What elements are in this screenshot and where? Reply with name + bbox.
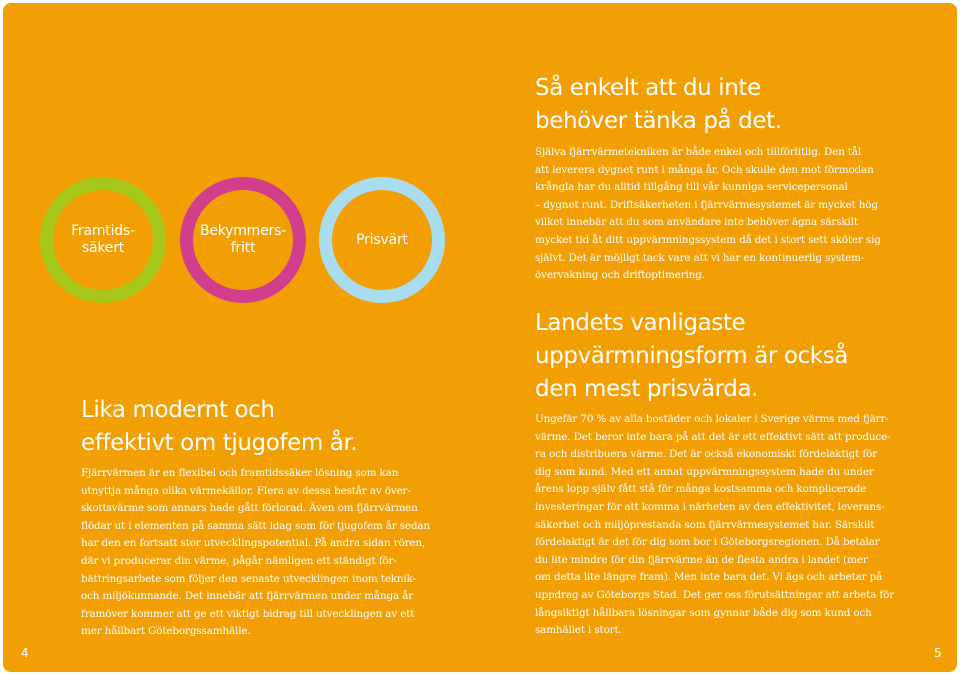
text-line: utnyttja många olika värmekällor. Flera av dessa består av över- [81,484,411,497]
text-line: du lite mindre för din fjärrvärme än de flesta andra i landet (mer [535,553,868,566]
text-line: investeringar för att komma i närheten av den effektivitet, leverans- [535,500,885,513]
circle-label-line: Prisvärt [356,231,408,248]
text-line: övervakning och driftoptimering. [535,269,705,282]
text-line: – dygnet runt. Driftsäkerheten i fjärrvärmesystemet är mycket hög [535,198,878,211]
heading-line: effektivt om tjugofem år. [81,430,358,456]
text-line: och miljökunnande. Det innebär att fjärrvärmen under många år [81,590,414,603]
text-line: säkerhet och miljöprestanda som fjärrvärmesystemet har. Särskilt [535,518,875,531]
text-line: årens lopp själv fått stå för många kostsamma och komplicerade [535,483,867,496]
circle-prisvart [319,177,445,303]
left-heading [81,394,357,460]
text-line: skottsvärme som annars hade gått förlorad. Även om fjärrvärmen [81,502,418,515]
heading-line: den mest prisvärda. [535,376,759,402]
circle-label-line: säkert [81,240,125,256]
text-line: långsiktigt hållbara lösningar som gynnar både dig som kund och [535,606,872,619]
left-body-text [81,465,430,641]
heading-line: Så enkelt att du inte [535,75,761,101]
circle-framtidssakert [40,177,166,303]
heading-line: uppvärmningsform är också [535,343,848,369]
text-line: Själva fjärrvärmetekniken är både enkel och tillförlitlig. Den tål [535,146,862,158]
circle-label-line: Framtids- [71,223,135,239]
heading-line: behöver tänka på det. [535,108,782,134]
text-line: Ungefär 70 % av alla bostäder och lokaler i Sverige värms med fjärr- [535,413,889,425]
text-line: framöver kommer att ge ett viktigt bidrag till utvecklingen av ett [81,607,415,620]
circle-label [332,190,432,290]
text-line: värme. Det beror inte bara på att det är ett effektivt sätt att produce- [535,430,891,443]
text-line: uppdrag av Göteborgs Stad. Det ger oss förutsättningar att arbeta för [535,588,895,601]
text-line: Fjärrvärmen är en flexibel och framtidssäker lösning som kan [81,467,399,479]
circle-bekymmersfritt [180,177,306,303]
text-line: självt. Det är möjligt tack vare att vi har en kontinuerlig system- [535,251,865,264]
text-line: har den en fortsatt stor utvecklingspotential. På andra sidan rören, [81,537,426,550]
text-line: krångla har du alltid tillgång till vår kunniga servicepersonal [535,181,848,194]
circle-label-line: fritt [230,240,256,256]
text-line: vilket innebär att du som användare inte behöver ägna särskilt [535,216,858,229]
text-line: att leverera dygnet runt i många år. Och skulle den mot förmodan [535,163,874,176]
circle-label-line: Bekymmers- [199,223,287,239]
text-line: där vi producerar din värme, pågår nämligen ett ständigt för- [81,554,397,567]
right-top-heading [535,72,782,138]
text-line: mycket tid åt ditt uppvärmningssystem då det i stort sett sköter sig [535,233,881,246]
text-line: flödar ut i elementen på samma sätt idag som för tjugofem år sedan [81,519,431,532]
right-middle-body-text [535,411,894,640]
page-number-left: 4 [21,646,29,660]
right-top-body-text [535,144,881,285]
right-middle-heading [535,307,848,406]
text-line: dig som kund. Med ett annat uppvärmningssystem hade du under [535,465,874,478]
circle-label [193,190,293,290]
heading-line: Landets vanligaste [535,310,746,336]
text-line: om detta lite längre fram). Men inte bara det. Vi ägs och arbetar på [535,571,883,584]
brochure-spread [3,3,957,672]
text-line: mer hållbart Göteborgssamhälle. [81,625,251,638]
circle-label [53,190,153,290]
text-line: ra och distribuera värme. Det är också ekonomiskt fördelaktigt för [535,448,877,461]
page-number-right: 5 [934,646,942,660]
text-line: bättringsarbete som följer den senaste utvecklingen inom teknik- [81,572,416,585]
text-line: fördelaktigt är det för dig som bor i Göteborgsregionen. Då betalar [535,536,880,549]
text-line: samhället i stort. [535,624,622,637]
heading-line: Lika modernt och [81,397,275,423]
